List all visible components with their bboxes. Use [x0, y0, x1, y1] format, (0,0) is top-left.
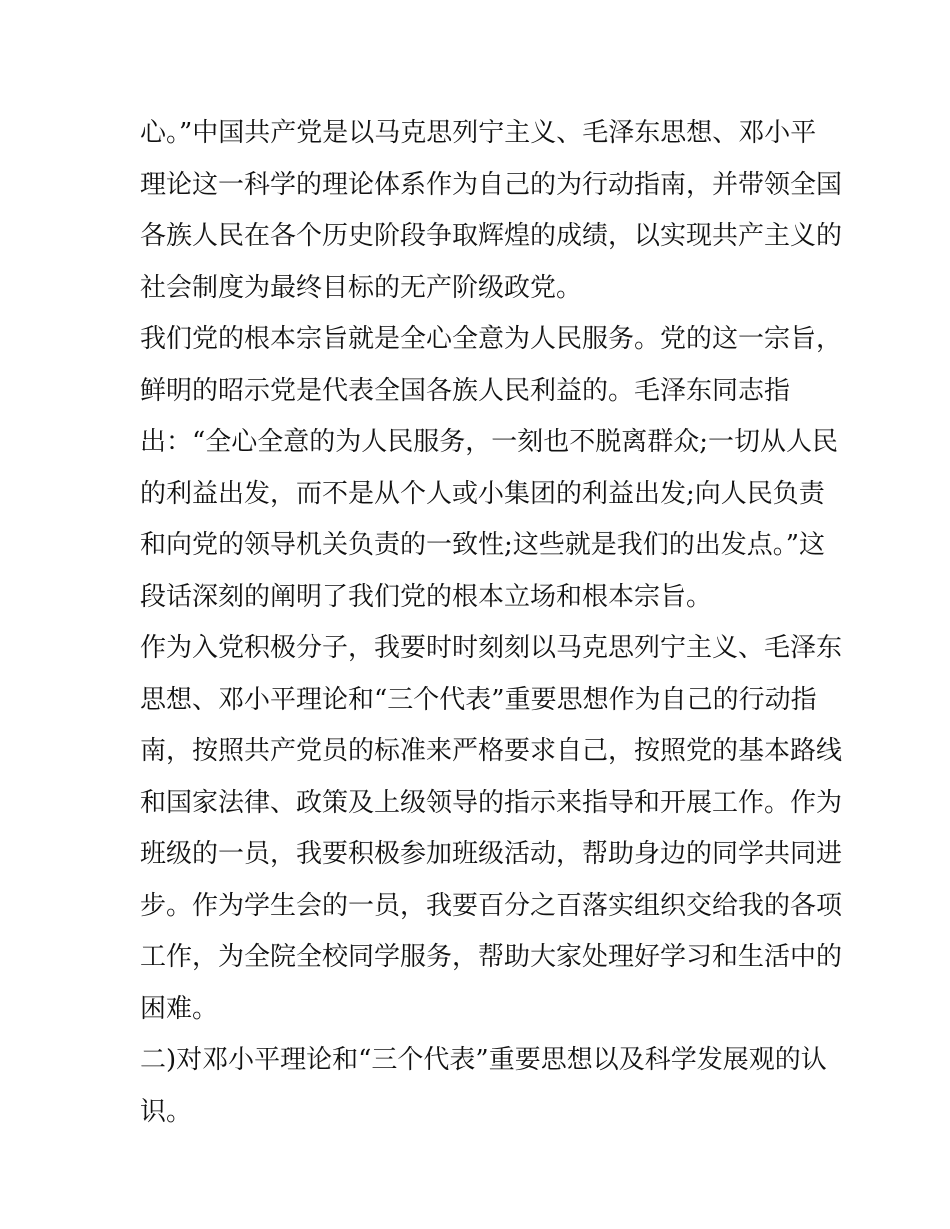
text-line: 步。作为学生会的一员，我要百分之百落实组织交给我的各项 [140, 890, 843, 921]
text-line: 出：“全心全意的为人民服务，一刻也不脱离群众;一切从人民 [140, 427, 839, 457]
document-body [140, 108, 843, 1138]
text-line: 和向党的领导机关负责的一致性;这些就是我们的出发点。”这 [140, 530, 826, 560]
text-line: 作为入党积极分子，我要时时刻刻以马克思列宁主义、毛泽东 [140, 633, 843, 663]
text-line: 困难。 [140, 993, 219, 1024]
text-line: 理论这一科学的理论体系作为自己的为行动指南，并带领全国 [140, 169, 843, 200]
text-line: 鲜明的昭示党是代表全国各族人民利益的。毛泽东同志指 [140, 375, 791, 406]
text-line: 心。”中国共产党是以马克思列宁主义、毛泽东思想、邓小平 [140, 118, 817, 148]
text-line: 段话深刻的阐明了我们党的根本立场和根本宗旨。 [140, 581, 713, 612]
text-line: 二)对邓小平理论和“三个代表”重要思想以及科学发展观的认 [140, 1045, 827, 1075]
text-line: 识。 [140, 1096, 193, 1127]
text-line: 各族人民在各个历史阶段争取辉煌的成绩，以实现共产主义的 [140, 221, 843, 251]
text-line: 的利益出发，而不是从个人或小集团的利益出发;向人民负责 [140, 478, 825, 509]
text-line: 班级的一员，我要积极参加班级活动，帮助身边的同学共同进 [140, 839, 843, 869]
text-line: 社会制度为最终目标的无产阶级政党。 [140, 272, 583, 303]
text-line: 工作，为全院全校同学服务，帮助大家处理好学习和生活中的 [140, 942, 843, 972]
text-line: 和国家法律、政策及上级领导的指示来指导和开展工作。作为 [140, 787, 843, 818]
text-line: 南，按照共产党员的标准来严格要求自己，按照党的基本路线 [140, 736, 843, 766]
text-line: 我们党的根本宗旨就是全心全意为人民服务。党的这一宗旨， [140, 324, 843, 354]
text-line: 思想、邓小平理论和“三个代表”重要思想作为自己的行动指 [140, 684, 817, 715]
